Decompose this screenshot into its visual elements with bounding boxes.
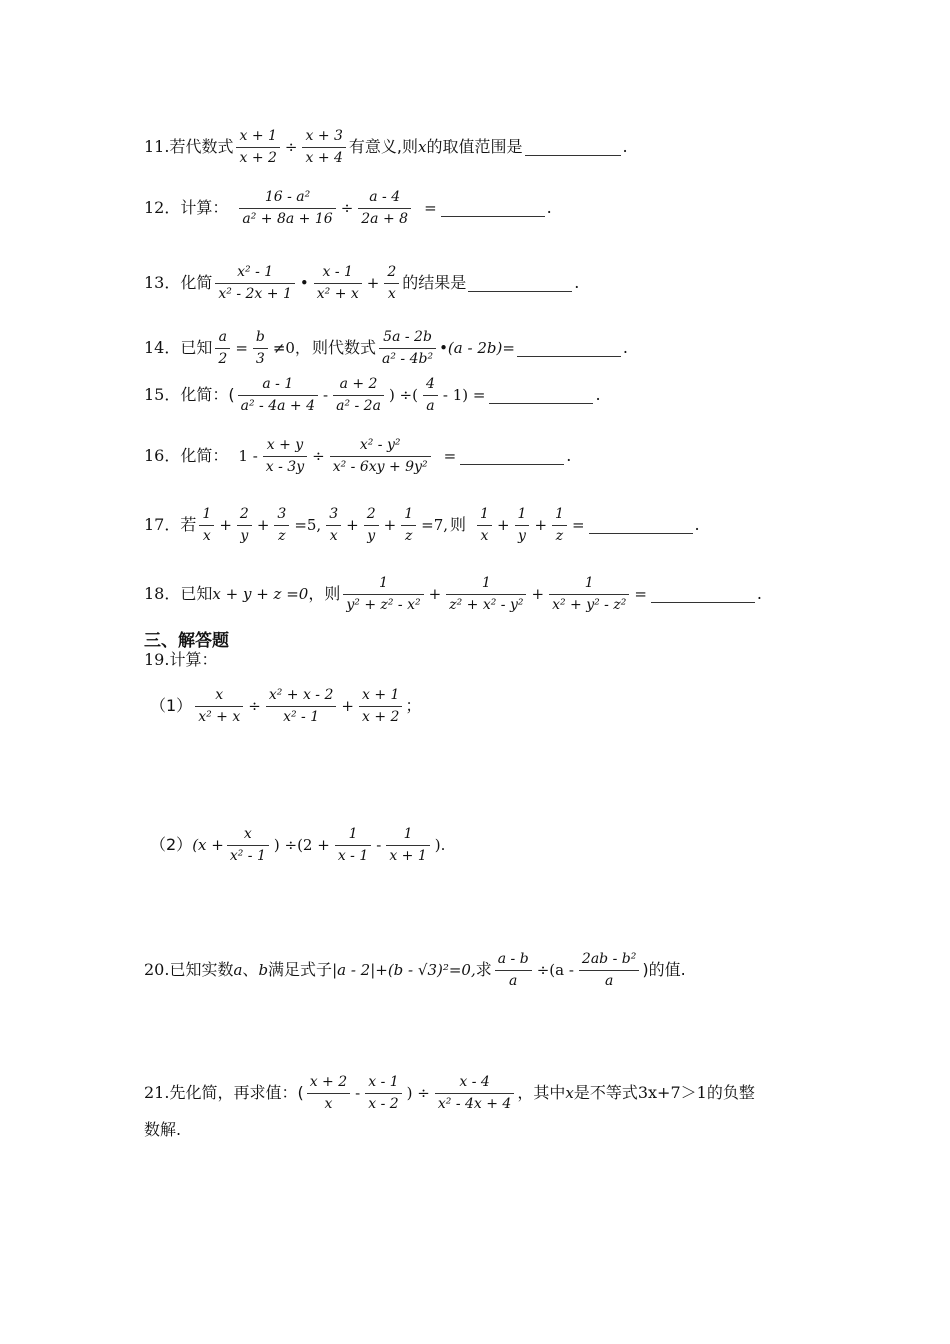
question-text: 若 xyxy=(180,515,197,535)
fraction: $\frac{1}{z}$ xyxy=(401,506,416,544)
question-text: ，其中 xyxy=(517,1083,566,1103)
question-12: 12． 计算： $\frac{\text{16 - a²}}{\text{a² + 8a + 16}}$ ÷ $\frac{a - 4}{2a + 8}$ = . xyxy=(144,189,552,228)
fraction: $\frac{x - 1}{\text{x² + x}}$ xyxy=(314,264,362,302)
question-number: 19. xyxy=(144,650,170,669)
question-text: ，则 xyxy=(308,584,341,604)
fraction: $\frac{1}{\text{z² + x² - y²}}$ xyxy=(446,575,526,613)
section-title: 三、解答题 xyxy=(144,631,229,651)
question-text: 已知 xyxy=(180,584,213,604)
fraction: $\frac{\text{x² + x - 2}}{\text{x² - 1}}$ xyxy=(266,687,337,725)
fraction: $\frac{1}{\text{x² + y² - z²}}$ xyxy=(549,575,629,613)
fraction: $\frac{\text{x² - y²}}{\text{x² - 6xy + 9y²}}$ xyxy=(330,437,431,475)
question-text: 则 xyxy=(450,515,467,535)
question-text: 已知实数 xyxy=(169,960,234,980)
fraction: $\frac{3}{x}$ xyxy=(326,506,341,544)
question-16: 16． 化简： 1 - $\frac{x + y}{x - 3y}$ ÷ $\frac{\text{x² - y²}}{\text{x² - 6xy + 9y²}}$ = . xyxy=(144,437,572,476)
question-text: 若代数式 xyxy=(169,137,234,157)
answer-blank[interactable] xyxy=(489,387,593,404)
question-number: 20. xyxy=(144,960,170,980)
question-number: 11. xyxy=(144,137,170,157)
fraction: $\frac{\text{2ab - b²}}{a}$ xyxy=(579,951,639,989)
question-18: 18． 已知 x + y + z =0 ，则 $\frac{1}{\text{y² + z² - x²}}$ + $\frac{1}{\text{z² + x² - y²}}$ + $\frac{1}{\text{x² + y² - z²}}$ = . xyxy=(144,575,763,614)
question-13: 13． 化简 $\frac{\text{x² - 1}}{\text{x² - 2x + 1}}$ • $\frac{x - 1}{\text{x² + x}}$ + $\frac{2}{x}$ 的结果是 . xyxy=(144,264,580,303)
part-label: （1） xyxy=(150,696,193,716)
answer-blank[interactable] xyxy=(441,200,545,217)
question-21: 21. 先化简，再求值：( $\frac{x + 2}{x}$ - $\frac{x - 1}{x - 2}$ ) ÷ $\frac{x - 4}{\text{x² - 4x + 4}}$ ，其中 x 是不等式 3x+7＞1 的负整 xyxy=(144,1074,755,1113)
fraction: $\frac{x - 1}{x - 2}$ xyxy=(365,1074,401,1112)
question-11: 11. 若代数式 $\frac{x + 1}{x + 2}$ ÷ $\frac{x + 3}{x + 4}$ 有意义,则 x 的取值范围是 . xyxy=(144,128,628,167)
fraction: $\frac{a + 2}{\text{a² - 2a}}$ xyxy=(333,376,384,414)
question-text: 的结果是 xyxy=(402,273,467,293)
fraction: $\frac{2}{y}$ xyxy=(237,506,252,544)
variable: a xyxy=(233,960,243,979)
question-number: 15． xyxy=(144,385,181,405)
question-text: 计算： xyxy=(169,650,218,669)
question-19 xyxy=(144,652,217,668)
answer-blank[interactable] xyxy=(651,586,755,603)
question-text: 求 xyxy=(475,960,492,980)
operator: • xyxy=(299,273,309,292)
question-text: 化简 xyxy=(180,273,213,293)
question-15: 15． 化简：( $\frac{a - 1}{\text{a² - 4a + 4}}$ - $\frac{a + 2}{\text{a² - 2a}}$ ) ÷( $\frac{4}{a}$ - 1) = . xyxy=(144,376,601,415)
question-text: 计算： xyxy=(180,198,229,218)
answer-blank[interactable] xyxy=(589,517,693,534)
question-number: 17． xyxy=(144,515,181,535)
fraction: $\frac{2}{y}$ xyxy=(364,506,379,544)
fraction: $\frac{\text{x² - 1}}{\text{x² - 2x + 1}}$ xyxy=(215,264,294,302)
condition: x + y + z =0 xyxy=(212,584,309,603)
question-number: 21. xyxy=(144,1083,170,1103)
fraction: $\frac{\text{16 - a²}}{\text{a² + 8a + 16}}$ xyxy=(239,189,335,227)
question-text: 先化简，再求值：( xyxy=(169,1083,304,1103)
question-20: 20. 已知实数 a 、 b 满足式子 |a - 2|+(b - √3)²=0, 求 $\frac{a - b}{a}$ ÷(a - $\frac{\text{2ab - b²}}{a}$ )的值. xyxy=(144,951,686,990)
question-text: 化简：( xyxy=(180,385,235,405)
question-number: 13． xyxy=(144,273,181,293)
fraction: $\frac{x + 2}{x}$ xyxy=(307,1074,350,1112)
operator: ÷ xyxy=(284,137,298,156)
fraction: $\frac{x}{\text{x² + x}}$ xyxy=(195,687,243,725)
question-19-part-1: （1） $\frac{x}{\text{x² + x}}$ ÷ $\frac{\text{x² + x - 2}}{\text{x² - 1}}$ + $\frac{x + 1}{x + 2}$ ； xyxy=(150,687,422,726)
answer-blank[interactable] xyxy=(525,139,621,156)
expression: |a - 2|+(b - √3)²=0, xyxy=(332,960,476,979)
question-text: 化简： xyxy=(180,446,229,466)
question-text: 则代数式 xyxy=(311,338,376,358)
question-number: 12． xyxy=(144,198,181,218)
fraction: $\frac{a}{2}$ xyxy=(215,329,230,367)
question-14: 14． 已知 $\frac{a}{2}$ = $\frac{b}{3}$ ≠0， 则代数式 $\frac{5a - 2b}{\text{a² - 4b²}}$ •(a - 2b)= . xyxy=(144,329,628,368)
fraction: $\frac{x + 1}{x + 2}$ xyxy=(359,687,402,725)
question-text: 的取值范围是 xyxy=(426,137,523,157)
variable: x xyxy=(418,137,427,156)
fraction: $\frac{1}{z}$ xyxy=(552,506,567,544)
fraction: $\frac{a - b}{a}$ xyxy=(495,951,532,989)
answer-blank[interactable] xyxy=(517,340,621,357)
operator: ÷ xyxy=(340,198,354,217)
question-17: 17． 若 $\frac{1}{x}$ + $\frac{2}{y}$ + $\frac{3}{z}$ =5, $\frac{3}{x}$ + $\frac{2}{y}$ + $\frac{1}{z}$ =7, 则 $\frac{1}{x}$ + $\frac{1}{y}$ + $\frac{1}{z}$ = . xyxy=(144,506,700,545)
question-text: 有意义,则 xyxy=(348,137,419,157)
fraction: $\frac{b}{3}$ xyxy=(253,329,268,367)
question-text: 的负整 xyxy=(706,1083,755,1103)
fraction: $\frac{2}{x}$ xyxy=(384,264,399,302)
fraction: $\frac{x - 4}{\text{x² - 4x + 4}}$ xyxy=(435,1074,514,1112)
question-text: 是不等式 xyxy=(573,1083,638,1103)
operator: + xyxy=(366,273,380,292)
question-number: 18． xyxy=(144,584,181,604)
variable: b xyxy=(258,960,269,979)
fraction: $\frac{1}{y}$ xyxy=(515,506,530,544)
question-text: )的值. xyxy=(642,960,686,980)
fraction: $\frac{x}{\text{x² - 1}}$ xyxy=(227,826,269,864)
part-label: （2） xyxy=(150,835,193,855)
answer-blank[interactable] xyxy=(460,448,564,465)
fraction: $\frac{x + 3}{x + 4}$ xyxy=(302,128,345,166)
question-number: 16． xyxy=(144,446,181,466)
fraction: $\frac{1}{x + 1}$ xyxy=(386,826,429,864)
variable: x xyxy=(565,1083,574,1102)
question-text: 数解. xyxy=(144,1120,182,1139)
answer-blank[interactable] xyxy=(468,275,572,292)
fraction: $\frac{a - 4}{2a + 8}$ xyxy=(358,189,411,227)
fraction: $\frac{1}{x}$ xyxy=(199,506,214,544)
fraction: $\frac{1}{\text{y² + z² - x²}}$ xyxy=(343,575,423,613)
fraction: $\frac{a - 1}{\text{a² - 4a + 4}}$ xyxy=(238,376,318,414)
question-21-continued xyxy=(144,1122,181,1138)
fraction: $\frac{3}{z}$ xyxy=(274,506,289,544)
fraction: $\frac{4}{a}$ xyxy=(423,376,438,414)
fraction: $\frac{x + y}{x - 3y}$ xyxy=(263,437,307,475)
fraction: $\frac{1}{x}$ xyxy=(477,506,492,544)
question-19-part-2: （2） (x + $\frac{x}{\text{x² - 1}}$ ) ÷(2 + $\frac{1}{x - 1}$ - $\frac{1}{x + 1}$ ). xyxy=(150,826,446,865)
fraction: $\frac{x + 1}{x + 2}$ xyxy=(236,128,279,166)
question-text: 已知 xyxy=(180,338,213,358)
fraction: $\frac{1}{x - 1}$ xyxy=(335,826,371,864)
inequality: 3x+7＞1 xyxy=(637,1083,707,1103)
question-text: 满足式子 xyxy=(268,960,333,980)
question-number: 14． xyxy=(144,338,181,358)
fraction: $\frac{5a - 2b}{\text{a² - 4b²}}$ xyxy=(379,329,436,367)
